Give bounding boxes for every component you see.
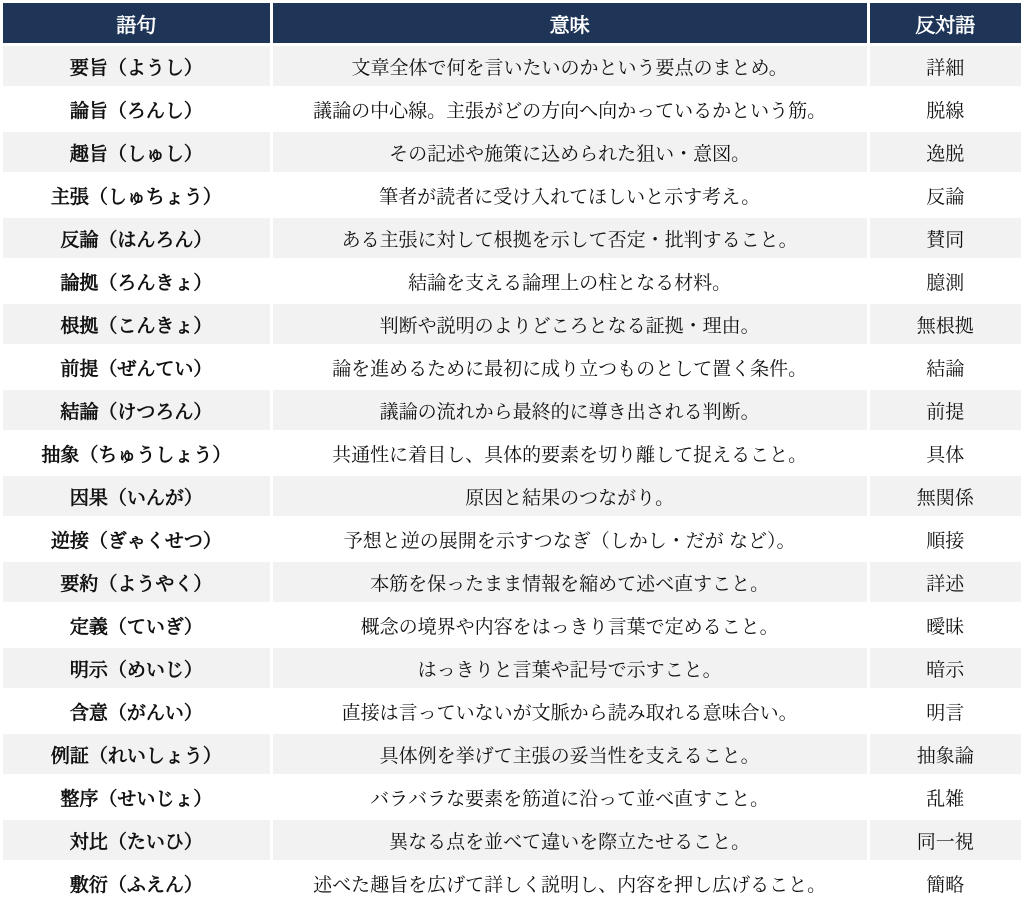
- antonym-cell: 結論: [870, 347, 1021, 387]
- term-cell: 例証（れいしょう）: [3, 734, 270, 774]
- table-row: [3, 863, 1021, 903]
- antonym-cell: 詳述: [870, 562, 1021, 602]
- meaning-cell: はっきりと言葉や記号で示すこと。: [273, 648, 867, 688]
- antonym-cell: 抽象論: [870, 734, 1021, 774]
- meaning-cell: その記述や施策に込められた狙い・意図。: [273, 132, 867, 172]
- meaning-cell: 判断や説明のよりどころとなる証拠・理由。: [273, 304, 867, 344]
- meaning-cell: 論を進めるために最初に成り立つものとして置く条件。: [273, 347, 867, 387]
- term-cell: 対比（たいひ）: [3, 820, 270, 860]
- table-row: [3, 820, 1021, 860]
- term-cell: 根拠（こんきょ）: [3, 304, 270, 344]
- table-row: [3, 261, 1021, 301]
- meaning-cell: 概念の境界や内容をはっきり言葉で定めること。: [273, 605, 867, 645]
- term-cell: 含意（がんい）: [3, 691, 270, 731]
- table-body: [3, 46, 1021, 903]
- term-cell: 要旨（ようし）: [3, 46, 270, 86]
- term-cell: 論拠（ろんきょ）: [3, 261, 270, 301]
- antonym-cell: 無根拠: [870, 304, 1021, 344]
- meaning-cell: 結論を支える論理上の柱となる材料。: [273, 261, 867, 301]
- antonym-cell: 同一視: [870, 820, 1021, 860]
- term-cell: 定義（ていぎ）: [3, 605, 270, 645]
- table-row: [3, 519, 1021, 559]
- term-cell: 抽象（ちゅうしょう）: [3, 433, 270, 473]
- antonym-cell: 明言: [870, 691, 1021, 731]
- meaning-cell: 議論の中心線。主張がどの方向へ向かっているかという筋。: [273, 89, 867, 129]
- antonym-cell: 前提: [870, 390, 1021, 430]
- antonym-cell: 具体: [870, 433, 1021, 473]
- antonym-cell: 簡略: [870, 863, 1021, 903]
- meaning-cell: バラバラな要素を筋道に沿って並べ直すこと。: [273, 777, 867, 817]
- antonym-cell: 無関係: [870, 476, 1021, 516]
- table-row: [3, 89, 1021, 129]
- antonym-cell: 乱雑: [870, 777, 1021, 817]
- table-row: [3, 648, 1021, 688]
- table-row: [3, 476, 1021, 516]
- table-header: [3, 3, 1021, 43]
- meaning-cell: 異なる点を並べて違いを際立たせること。: [273, 820, 867, 860]
- table-row: [3, 734, 1021, 774]
- meaning-cell: 原因と結果のつながり。: [273, 476, 867, 516]
- column-header-antonym: 反対語: [870, 3, 1021, 43]
- term-cell: 趣旨（しゅし）: [3, 132, 270, 172]
- antonym-cell: 順接: [870, 519, 1021, 559]
- antonym-cell: 逸脱: [870, 132, 1021, 172]
- meaning-cell: 予想と逆の展開を示すつなぎ（しかし・だが など）。: [273, 519, 867, 559]
- table-row: [3, 605, 1021, 645]
- antonym-cell: 詳細: [870, 46, 1021, 86]
- term-cell: 要約（ようやく）: [3, 562, 270, 602]
- meaning-cell: 議論の流れから最終的に導き出される判断。: [273, 390, 867, 430]
- term-cell: 主張（しゅちょう）: [3, 175, 270, 215]
- term-cell: 整序（せいじょ）: [3, 777, 270, 817]
- table-row: [3, 433, 1021, 473]
- meaning-cell: 具体例を挙げて主張の妥当性を支えること。: [273, 734, 867, 774]
- antonym-cell: 曖昧: [870, 605, 1021, 645]
- meaning-cell: 直接は言っていないが文脈から読み取れる意味合い。: [273, 691, 867, 731]
- term-cell: 反論（はんろん）: [3, 218, 270, 258]
- term-cell: 結論（けつろん）: [3, 390, 270, 430]
- antonym-cell: 暗示: [870, 648, 1021, 688]
- antonym-cell: 賛同: [870, 218, 1021, 258]
- term-cell: 逆接（ぎゃくせつ）: [3, 519, 270, 559]
- table-row: [3, 218, 1021, 258]
- antonym-cell: 反論: [870, 175, 1021, 215]
- table-row: [3, 691, 1021, 731]
- column-header-meaning: 意味: [273, 3, 867, 43]
- column-header-term: 語句: [3, 3, 270, 43]
- meaning-cell: 本筋を保ったまま情報を縮めて述べ直すこと。: [273, 562, 867, 602]
- header-row: [3, 3, 1021, 43]
- antonym-cell: 脱線: [870, 89, 1021, 129]
- table-row: [3, 777, 1021, 817]
- meaning-cell: 述べた趣旨を広げて詳しく説明し、内容を押し広げること。: [273, 863, 867, 903]
- table-row: [3, 390, 1021, 430]
- table-row: [3, 347, 1021, 387]
- table-row: [3, 562, 1021, 602]
- table-row: [3, 132, 1021, 172]
- term-cell: 因果（いんが）: [3, 476, 270, 516]
- term-cell: 前提（ぜんてい）: [3, 347, 270, 387]
- meaning-cell: 共通性に着目し、具体的要素を切り離して捉えること。: [273, 433, 867, 473]
- term-cell: 敷衍（ふえん）: [3, 863, 270, 903]
- meaning-cell: 筆者が読者に受け入れてほしいと示す考え。: [273, 175, 867, 215]
- meaning-cell: 文章全体で何を言いたいのかという要点のまとめ。: [273, 46, 867, 86]
- antonym-cell: 臆測: [870, 261, 1021, 301]
- meaning-cell: ある主張に対して根拠を示して否定・批判すること。: [273, 218, 867, 258]
- table-row: [3, 46, 1021, 86]
- term-cell: 明示（めいじ）: [3, 648, 270, 688]
- table-row: [3, 304, 1021, 344]
- table-row: [3, 175, 1021, 215]
- term-cell: 論旨（ろんし）: [3, 89, 270, 129]
